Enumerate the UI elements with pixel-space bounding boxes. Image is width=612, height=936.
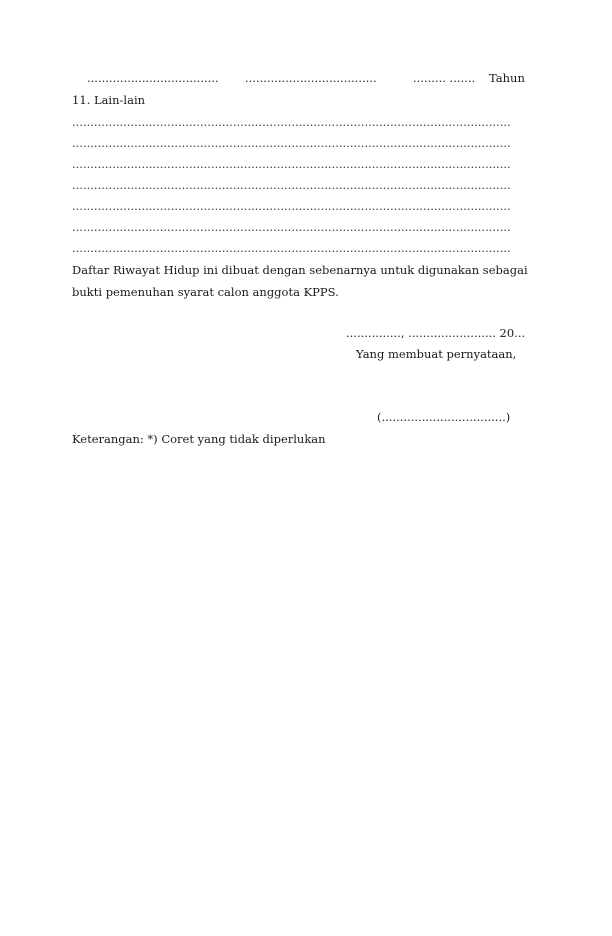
blank-line: ........................................................................................................................ [72, 157, 511, 171]
blank-field-3: ......... ....... [413, 71, 476, 85]
blank-field-2: .................................... [245, 71, 377, 85]
blank-line: ........................................................................................................................ [72, 241, 511, 255]
maker-label: Yang membuat pernyataan, [356, 347, 517, 361]
place-date-field: ..............., ........................ 20... [346, 326, 526, 340]
header-row [0, 71, 612, 87]
blank-field-1: .................................... [87, 71, 219, 85]
signer-name-field: (..................................) [377, 410, 511, 424]
blank-line: ........................................................................................................................ [72, 199, 511, 213]
blank-line: ........................................................................................................................ [72, 220, 511, 234]
statement-line-1: Daftar Riwayat Hidup ini dibuat dengan sebenarnya untuk digunakan sebagai [72, 263, 528, 277]
blank-line: ........................................................................................................................ [72, 136, 511, 150]
statement-line-2: bukti pemenuhan syarat calon anggota KPPS. [72, 285, 339, 299]
year-label: Tahun [489, 71, 525, 85]
blank-line: ........................................................................................................................ [72, 115, 511, 129]
footnote: Keterangan: *) Coret yang tidak diperlukan [72, 432, 326, 446]
section-11-heading: 11. Lain-lain [72, 93, 146, 107]
blank-line: ........................................................................................................................ [72, 178, 511, 192]
